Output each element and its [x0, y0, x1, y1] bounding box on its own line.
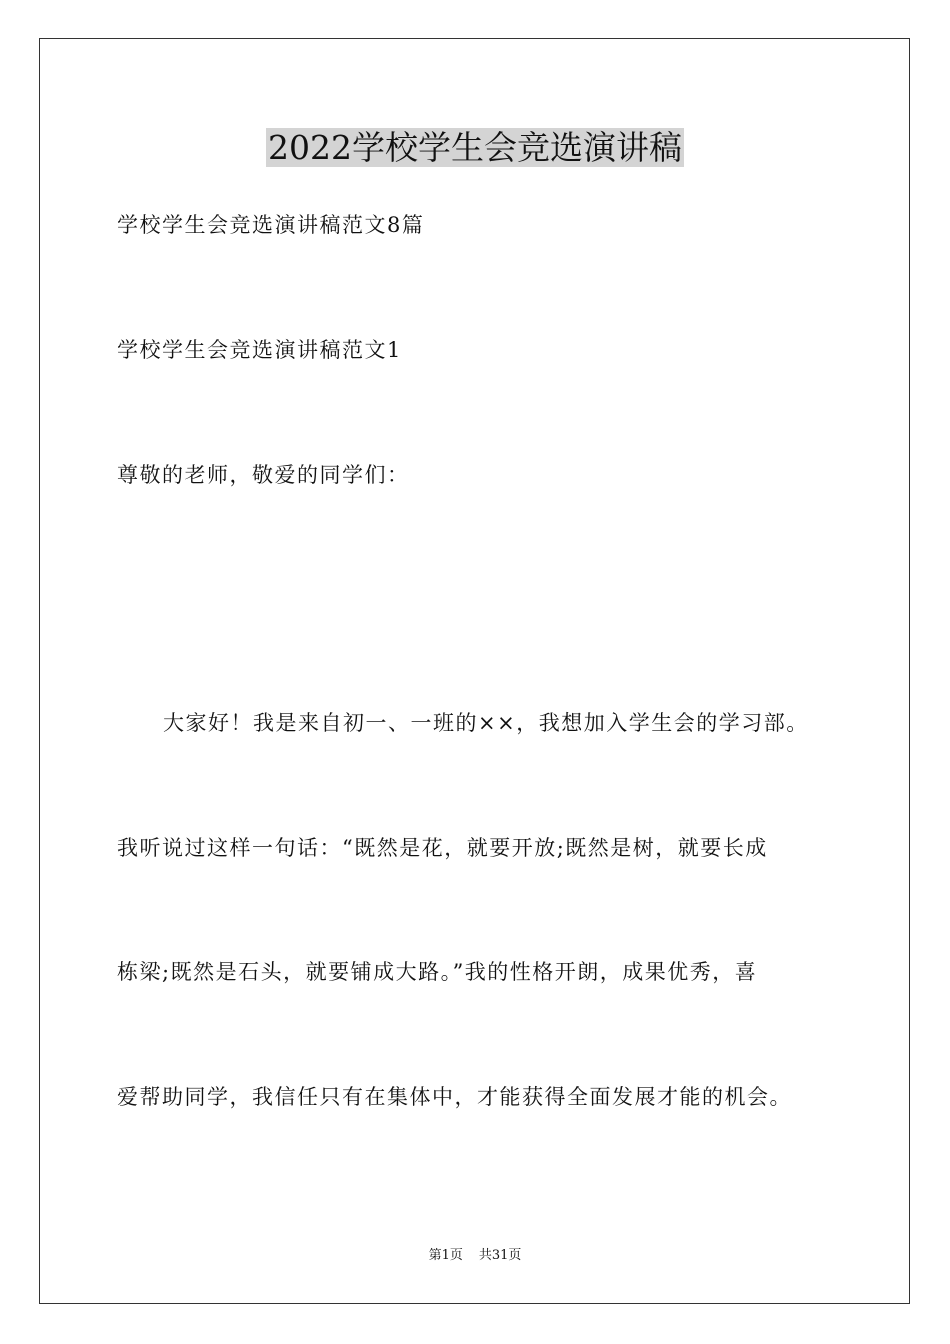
paragraph-line: 我听说过这样一句话：“既然是花，就要开放;既然是树，就要长成	[117, 836, 768, 860]
paragraph-line: 爱帮助同学，我信任只有在集体中，才能获得全面发展才能的机会。	[117, 1085, 792, 1109]
page-number: 第1页	[428, 1248, 463, 1263]
paragraph-line: 栋梁;既然是石头，就要铺成大路。”我的性格开朗，成果优秀，喜	[117, 960, 758, 984]
subtitle-line: 学校学生会竞选演讲稿范文8篇	[117, 213, 425, 237]
paragraph-line: 大家好！我是来自初一、一班的××，我想加入学生会的学习部。	[163, 711, 809, 735]
page-total: 共31页	[478, 1248, 522, 1263]
salutation: 尊敬的老师，敬爱的同学们：	[117, 463, 410, 487]
document-title	[0, 126, 950, 170]
title-text: 2022学校学生会竞选演讲稿	[268, 128, 682, 167]
page-footer	[0, 1247, 950, 1265]
section-heading: 学校学生会竞选演讲稿范文1	[117, 338, 402, 362]
